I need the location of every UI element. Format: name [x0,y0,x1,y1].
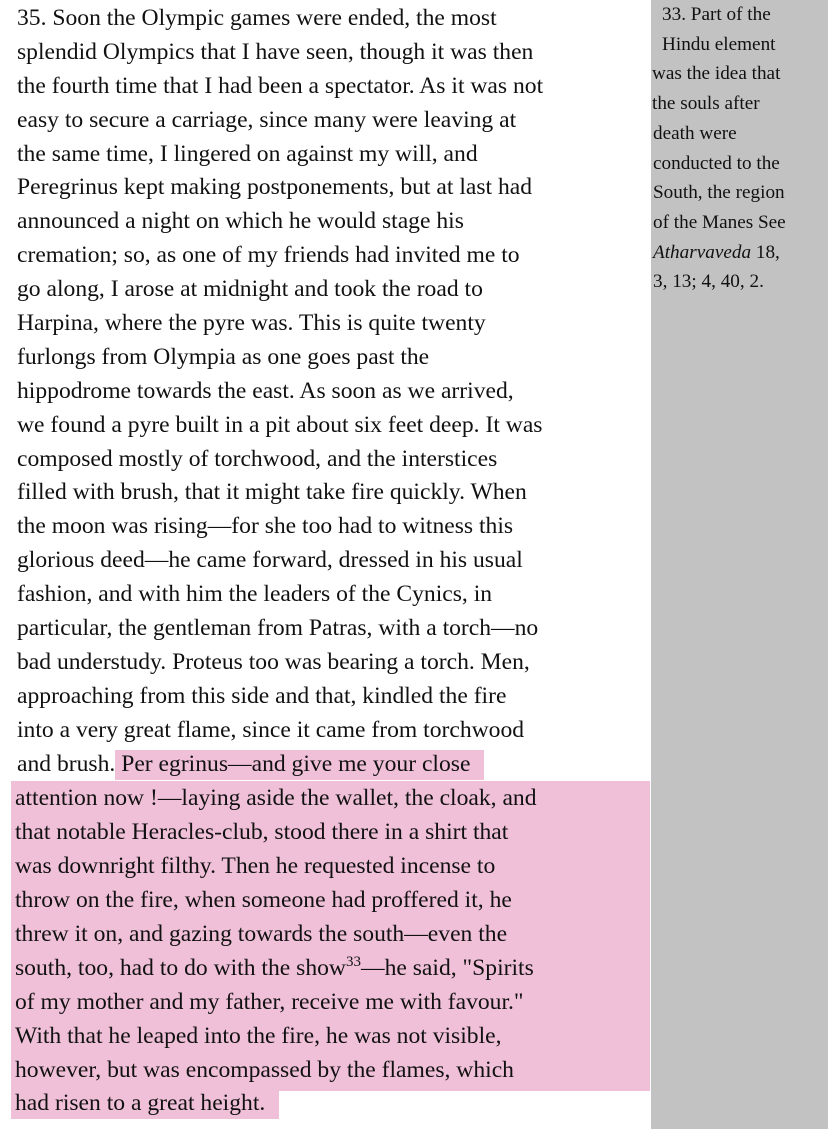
passage-line: bad understudy. Proteus too was bearing a torch. Men, [17,648,530,675]
highlighted-line [17,917,657,951]
highlighted-text: had risen to a great height. [11,1089,279,1119]
footnote-title: Atharvaveda [653,241,752,263]
passage-line: Peregrinus kept making postponements, but at last had [17,174,533,201]
footnote-text: 18, [751,241,780,263]
passage-line: the same time, I lingered on against my will, and [17,140,478,167]
highlighted-line [17,1087,657,1121]
footnote-line: South, the region [653,182,785,204]
footnote-line: of the Manes See [653,211,786,233]
passage-line: go along, I arose at midnight and took the road to [17,276,483,303]
main-passage [17,0,657,1120]
passage-text: and brush. [17,750,116,777]
passage-line: into a very great flame, since it came from torchwood [17,716,525,743]
highlighted-line [17,1053,657,1087]
passage-line: glorious deed—he came forward, dressed in his usual [17,547,523,574]
highlighted-text: throw on the fire, when someone had proffered it, he [11,883,650,921]
highlighted-text: was downright filthy. Then he requested incense to [11,849,650,887]
footnote-33 [653,0,828,297]
footnote-line: death were [653,122,737,144]
footnote-line: 3, 13; 4, 40, 2. [653,271,764,293]
passage-line: furlongs from Olympia as one goes past the [17,343,430,370]
highlighted-text: that notable Heracles-club, stood there in a shirt that [11,815,650,853]
passage-line: announced a night on which he would stage his [17,208,464,235]
passage-line: easy to secure a carriage, since many were leaving at [17,106,517,133]
highlighted-text-part: south, too, had to do with the show [15,954,346,981]
highlighted-line [17,849,657,883]
passage-line: the fourth time that I had been a spectator. As it was not [17,72,544,99]
passage-line [17,748,657,782]
passage-line: we found a pyre built in a pit about six feet deep. It was [17,411,543,438]
highlighted-line [17,951,657,985]
passage-line: filled with brush, that it might take fire quickly. When [17,479,527,506]
highlighted-text: With that he leaped into the fire, he was not visible, [11,1019,650,1057]
highlighted-line [17,815,657,849]
passage-line: cremation; so, as one of my friends had invited me to [17,242,520,269]
highlighted-text: of my mother and my father, receive me with favour." [11,985,650,1023]
highlighted-text-part: —he said, "Spirits [360,954,534,981]
passage-line: Harpina, where the pyre was. This is quite twenty [17,310,486,337]
highlighted-text: Per egrinus—and give me your close [115,750,484,780]
passage-line: splendid Olympics that I have seen, though it was then [17,38,534,65]
highlighted-text: however, but was encompassed by the flames, which [11,1053,650,1091]
footnote-line: 33. Part of the [662,4,771,25]
passage-line: hippodrome towards the east. As soon as we arrived, [17,377,514,404]
footnote-line: the souls after [652,93,760,115]
passage-line: particular, the gentleman from Patras, with a torch—no [17,615,539,642]
highlighted-line [17,781,657,815]
highlighted-line [17,1019,657,1053]
highlighted-text [11,951,650,989]
footnote-reference: 33 [345,953,361,970]
footnote-line: Hindu element [662,33,776,55]
passage-line: 35. Soon the Olympic games were ended, the most [17,5,497,31]
footnote-line: conducted to the [653,152,780,174]
highlighted-line [17,883,657,917]
passage-line: fashion, and with him the leaders of the Cynics, in [17,581,493,608]
passage-line: the moon was rising—for she too had to witness this [17,513,514,540]
highlighted-line [17,985,657,1019]
highlighted-text: attention now !—laying aside the wallet, the cloak, and [11,781,650,819]
footnote-line: was the idea that [652,63,781,85]
passage-line: composed mostly of torchwood, and the interstices [17,445,498,472]
passage-line: approaching from this side and that, kindled the fire [17,682,507,709]
highlighted-text: threw it on, and gazing towards the south—even the [11,917,650,955]
footnote-line [653,238,828,268]
